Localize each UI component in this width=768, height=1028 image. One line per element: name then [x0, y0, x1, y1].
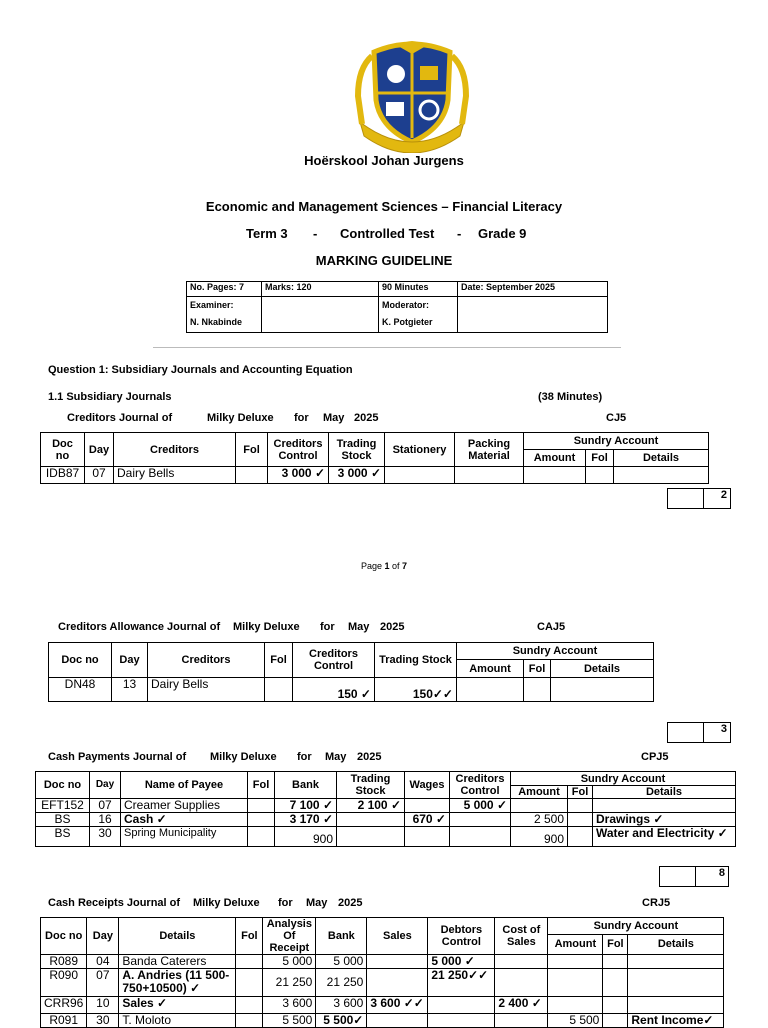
cell: [568, 827, 593, 847]
cell: 07: [85, 467, 114, 484]
cell: 5 000 ✓: [450, 799, 511, 813]
cell: [428, 1014, 495, 1028]
cj-h-amount: Amount: [524, 450, 586, 467]
crj-h-dc: Debtors Control: [428, 918, 495, 955]
cell: [236, 955, 263, 969]
cpj-mark: 8: [718, 867, 725, 879]
cell: [236, 969, 263, 997]
caj-month: May: [348, 621, 370, 633]
cell: [248, 813, 275, 827]
info-pages: No. Pages: 7: [187, 282, 262, 297]
crj-year: 2025: [338, 897, 363, 909]
cell: 5 500✓: [316, 1014, 367, 1028]
footer-total: 7: [402, 561, 408, 571]
cell: [405, 827, 450, 847]
cell: 5 000: [316, 955, 367, 969]
cell: R089: [41, 955, 87, 969]
caj-h-sundry: Sundry Account: [457, 643, 654, 660]
cell: [628, 955, 724, 969]
cpj-h-sundry: Sundry Account: [511, 772, 736, 786]
cj-h-fol2: Fol: [586, 450, 614, 467]
table-row: [36, 813, 736, 827]
cell: [248, 799, 275, 813]
crj-h-doc: Doc no: [41, 918, 87, 955]
crj-business: Milky Deluxe: [193, 897, 260, 909]
crj-h-details: Details: [119, 918, 236, 955]
crj-h-day: Day: [87, 918, 119, 955]
info-minutes: 90 Minutes: [379, 282, 458, 297]
cell: BS: [36, 827, 90, 847]
cell: 21 250: [263, 969, 316, 997]
cell: [511, 799, 568, 813]
cell: Cash ✓: [121, 813, 248, 827]
caj-h-creditors: Creditors: [148, 643, 265, 678]
info-table: [186, 281, 608, 333]
cpj-h-details: Details: [593, 786, 736, 799]
cj-h-creditors: Creditors: [114, 433, 236, 467]
cell: [236, 997, 263, 1014]
cell: Dairy Bells: [114, 467, 236, 484]
crj-h-bank: Bank: [316, 918, 367, 955]
test-name: Controlled Test: [340, 226, 435, 241]
cell: R091: [41, 1014, 87, 1028]
caj-h-amount: Amount: [457, 660, 524, 678]
cell: 10: [87, 997, 119, 1014]
cell: 21 250: [316, 969, 367, 997]
cell: [248, 827, 275, 847]
page-footer: [0, 561, 768, 571]
cell: 3 000 ✓: [268, 467, 329, 484]
cell: [495, 1014, 548, 1028]
school-crest: [352, 38, 472, 153]
cell: [603, 969, 628, 997]
table-row: [36, 827, 736, 847]
cell: [568, 799, 593, 813]
cell: 670 ✓: [405, 813, 450, 827]
cell: 07: [90, 799, 121, 813]
cpj-title-label: Cash Payments Journal of: [48, 751, 187, 763]
footer-page-label: Page: [360, 561, 382, 571]
subject-title: Economic and Management Sciences – Financial Literacy: [205, 199, 563, 214]
cell: 5 000 ✓: [428, 955, 495, 969]
cj-code: CJ5: [606, 412, 627, 424]
crj-h-fol: Fol: [236, 918, 263, 955]
term: Term 3: [246, 226, 288, 241]
cpj-year: 2025: [357, 751, 382, 763]
cj-h-stat: Stationery: [385, 433, 455, 467]
cell: [236, 467, 268, 484]
cell: 3 000 ✓: [329, 467, 385, 484]
cell: 30: [87, 1014, 119, 1028]
crj-h-sundry: Sundry Account: [548, 918, 724, 935]
cell: [614, 467, 709, 484]
caj-mark: 3: [720, 723, 727, 735]
cell: 13: [112, 678, 148, 702]
caj-h-details: Details: [551, 660, 654, 678]
cell: [367, 969, 428, 997]
cell: 21 250✓✓: [428, 969, 495, 997]
cell: [524, 678, 551, 702]
cpj-business: Milky Deluxe: [210, 751, 277, 763]
cpj-h-fol: Fol: [248, 772, 275, 799]
term-dash-2: -: [457, 226, 462, 241]
cell: 150✓✓: [375, 678, 457, 702]
cell: [548, 969, 603, 997]
cj-table: [40, 432, 709, 484]
cell: Water and Electricity ✓: [593, 827, 736, 847]
caj-h-day: Day: [112, 643, 148, 678]
cpj-h-wages: Wages: [405, 772, 450, 799]
table-row: [41, 1014, 724, 1028]
cell: 04: [87, 955, 119, 969]
cj-h-doc: Doc no: [41, 433, 85, 467]
cpj-mark-box: [659, 866, 729, 887]
caj-h-fol2: Fol: [524, 660, 551, 678]
crj-for: for: [278, 897, 293, 909]
cell: 900: [275, 827, 337, 847]
cell: [593, 799, 736, 813]
cell: [367, 1014, 428, 1028]
cpj-h-fol2: Fol: [568, 786, 593, 799]
caj-table: [48, 642, 654, 702]
cell: [236, 1014, 263, 1028]
cell: [450, 827, 511, 847]
cj-h-details: Details: [614, 450, 709, 467]
caj-h-ts: Trading Stock: [375, 643, 457, 678]
cpj-h-day: Day: [90, 772, 121, 799]
table-row: [41, 467, 709, 484]
caj-title-label: Creditors Allowance Journal of: [58, 621, 221, 633]
cell: [265, 678, 293, 702]
cell: [405, 799, 450, 813]
question-title: Question 1: Subsidiary Journals and Accounting Equation: [48, 364, 353, 376]
table-row: [41, 997, 724, 1014]
cell: 30: [90, 827, 121, 847]
cell: [628, 997, 724, 1014]
cell: [495, 955, 548, 969]
cell: [337, 813, 405, 827]
cell: [603, 997, 628, 1014]
cpj-for: for: [297, 751, 312, 763]
cj-year: 2025: [354, 412, 379, 424]
cell: Creamer Supplies: [121, 799, 248, 813]
cell: Banda Caterers: [119, 955, 236, 969]
cell: 5 500: [548, 1014, 603, 1028]
cell: R090: [41, 969, 87, 997]
cpj-h-doc: Doc no: [36, 772, 90, 799]
crj-h-fol2: Fol: [603, 934, 628, 954]
time-allocation: (38 Minutes): [538, 391, 603, 403]
caj-mark-box: [667, 722, 731, 743]
crj-h-cos: Cost of Sales: [495, 918, 548, 955]
caj-for: for: [320, 621, 335, 633]
crj-code: CRJ5: [642, 897, 671, 909]
cell: [367, 955, 428, 969]
cj-h-ts: Trading Stock: [329, 433, 385, 467]
cell: 3 170 ✓: [275, 813, 337, 827]
cj-for: for: [294, 412, 309, 424]
cell: DN48: [49, 678, 112, 702]
cj-title-label: Creditors Journal of: [67, 412, 173, 424]
cell: EFT152: [36, 799, 90, 813]
cell: 900: [511, 827, 568, 847]
cj-mark: 2: [720, 489, 727, 501]
guideline-title: MARKING GUIDELINE: [315, 253, 453, 268]
cell: 3 600: [316, 997, 367, 1014]
cell: Drawings ✓: [593, 813, 736, 827]
crj-h-details2: Details: [628, 934, 724, 954]
cpj-h-ts: Trading Stock: [337, 772, 405, 799]
cell: [428, 997, 495, 1014]
crj-h-analysis: Analysis Of Receipt: [263, 918, 316, 955]
cell: [455, 467, 524, 484]
school-name: Hoërskool Johan Jurgens: [304, 153, 464, 168]
caj-h-doc: Doc no: [49, 643, 112, 678]
info-marks: Marks: 120: [262, 282, 379, 297]
cell: A. Andries (11 500-750+10500) ✓: [119, 969, 236, 997]
cpj-month: May: [325, 751, 347, 763]
examiner-label: Examiner:: [190, 300, 234, 310]
footer-of: of: [392, 561, 400, 571]
cell: 07: [87, 969, 119, 997]
cell: [551, 678, 654, 702]
cj-mark-box: [667, 488, 731, 509]
cell: 16: [90, 813, 121, 827]
crj-title-label: Cash Receipts Journal of: [48, 897, 181, 909]
cj-h-fol: Fol: [236, 433, 268, 467]
cj-h-pack: Packing Material: [455, 433, 524, 467]
cell: [337, 827, 405, 847]
caj-business: Milky Deluxe: [233, 621, 300, 633]
examiner-name: N. Nkabinde: [190, 317, 243, 327]
cell: 5 000: [263, 955, 316, 969]
term-dash-1: -: [313, 226, 318, 241]
subquestion-title: 1.1 Subsidiary Journals: [48, 391, 172, 403]
cell: 2 500: [511, 813, 568, 827]
cell: [385, 467, 455, 484]
cell: Sales ✓: [119, 997, 236, 1014]
cell: [603, 1014, 628, 1028]
cell: Spring Municipality: [121, 827, 248, 847]
crj-table: [40, 917, 724, 1028]
cell: [457, 678, 524, 702]
divider: [153, 347, 621, 348]
cpj-h-bank: Bank: [275, 772, 337, 799]
table-row: [41, 969, 724, 997]
cell: [548, 997, 603, 1014]
cpj-h-payee: Name of Payee: [121, 772, 248, 799]
cj-month: May: [323, 412, 345, 424]
caj-h-cc: Creditors Control: [293, 643, 375, 678]
grade: Grade 9: [478, 226, 527, 241]
crj-h-sales: Sales: [367, 918, 428, 955]
moderator-name: K. Potgieter: [382, 317, 433, 327]
cell: 2 400 ✓: [495, 997, 548, 1014]
cell: T. Moloto: [119, 1014, 236, 1028]
cell: [568, 813, 593, 827]
cell: [586, 467, 614, 484]
cell: 5 500: [263, 1014, 316, 1028]
cj-h-day: Day: [85, 433, 114, 467]
cell: Rent Income✓: [628, 1014, 724, 1028]
cell: 7 100 ✓: [275, 799, 337, 813]
cell: [524, 467, 586, 484]
footer-page-num: 1: [384, 561, 390, 571]
table-row: [36, 799, 736, 813]
cell: [603, 955, 628, 969]
info-date: Date: September 2025: [458, 282, 608, 297]
table-row: [49, 678, 654, 702]
cell: BS: [36, 813, 90, 827]
table-row: [41, 955, 724, 969]
moderator-label: Moderator:: [382, 300, 429, 310]
cj-business: Milky Deluxe: [207, 412, 274, 424]
cell: IDB87: [41, 467, 85, 484]
crj-month: May: [306, 897, 328, 909]
cell: 150 ✓: [293, 678, 375, 702]
cell: CRR96: [41, 997, 87, 1014]
cell: Dairy Bells: [148, 678, 265, 702]
cpj-table: [35, 771, 736, 847]
cj-h-cc: Creditors Control: [268, 433, 329, 467]
cpj-code: CPJ5: [641, 751, 669, 763]
crj-h-amount: Amount: [548, 934, 603, 954]
cpj-h-amount: Amount: [511, 786, 568, 799]
cell: [628, 969, 724, 997]
cj-h-sundry: Sundry Account: [524, 433, 709, 450]
caj-h-fol: Fol: [265, 643, 293, 678]
caj-year: 2025: [380, 621, 405, 633]
cpj-h-cc: Creditors Control: [450, 772, 511, 799]
cell: [495, 969, 548, 997]
cell: 3 600: [263, 997, 316, 1014]
cell: [450, 813, 511, 827]
cell: 3 600 ✓✓: [367, 997, 428, 1014]
cell: [548, 955, 603, 969]
cell: 2 100 ✓: [337, 799, 405, 813]
caj-code: CAJ5: [537, 621, 566, 633]
